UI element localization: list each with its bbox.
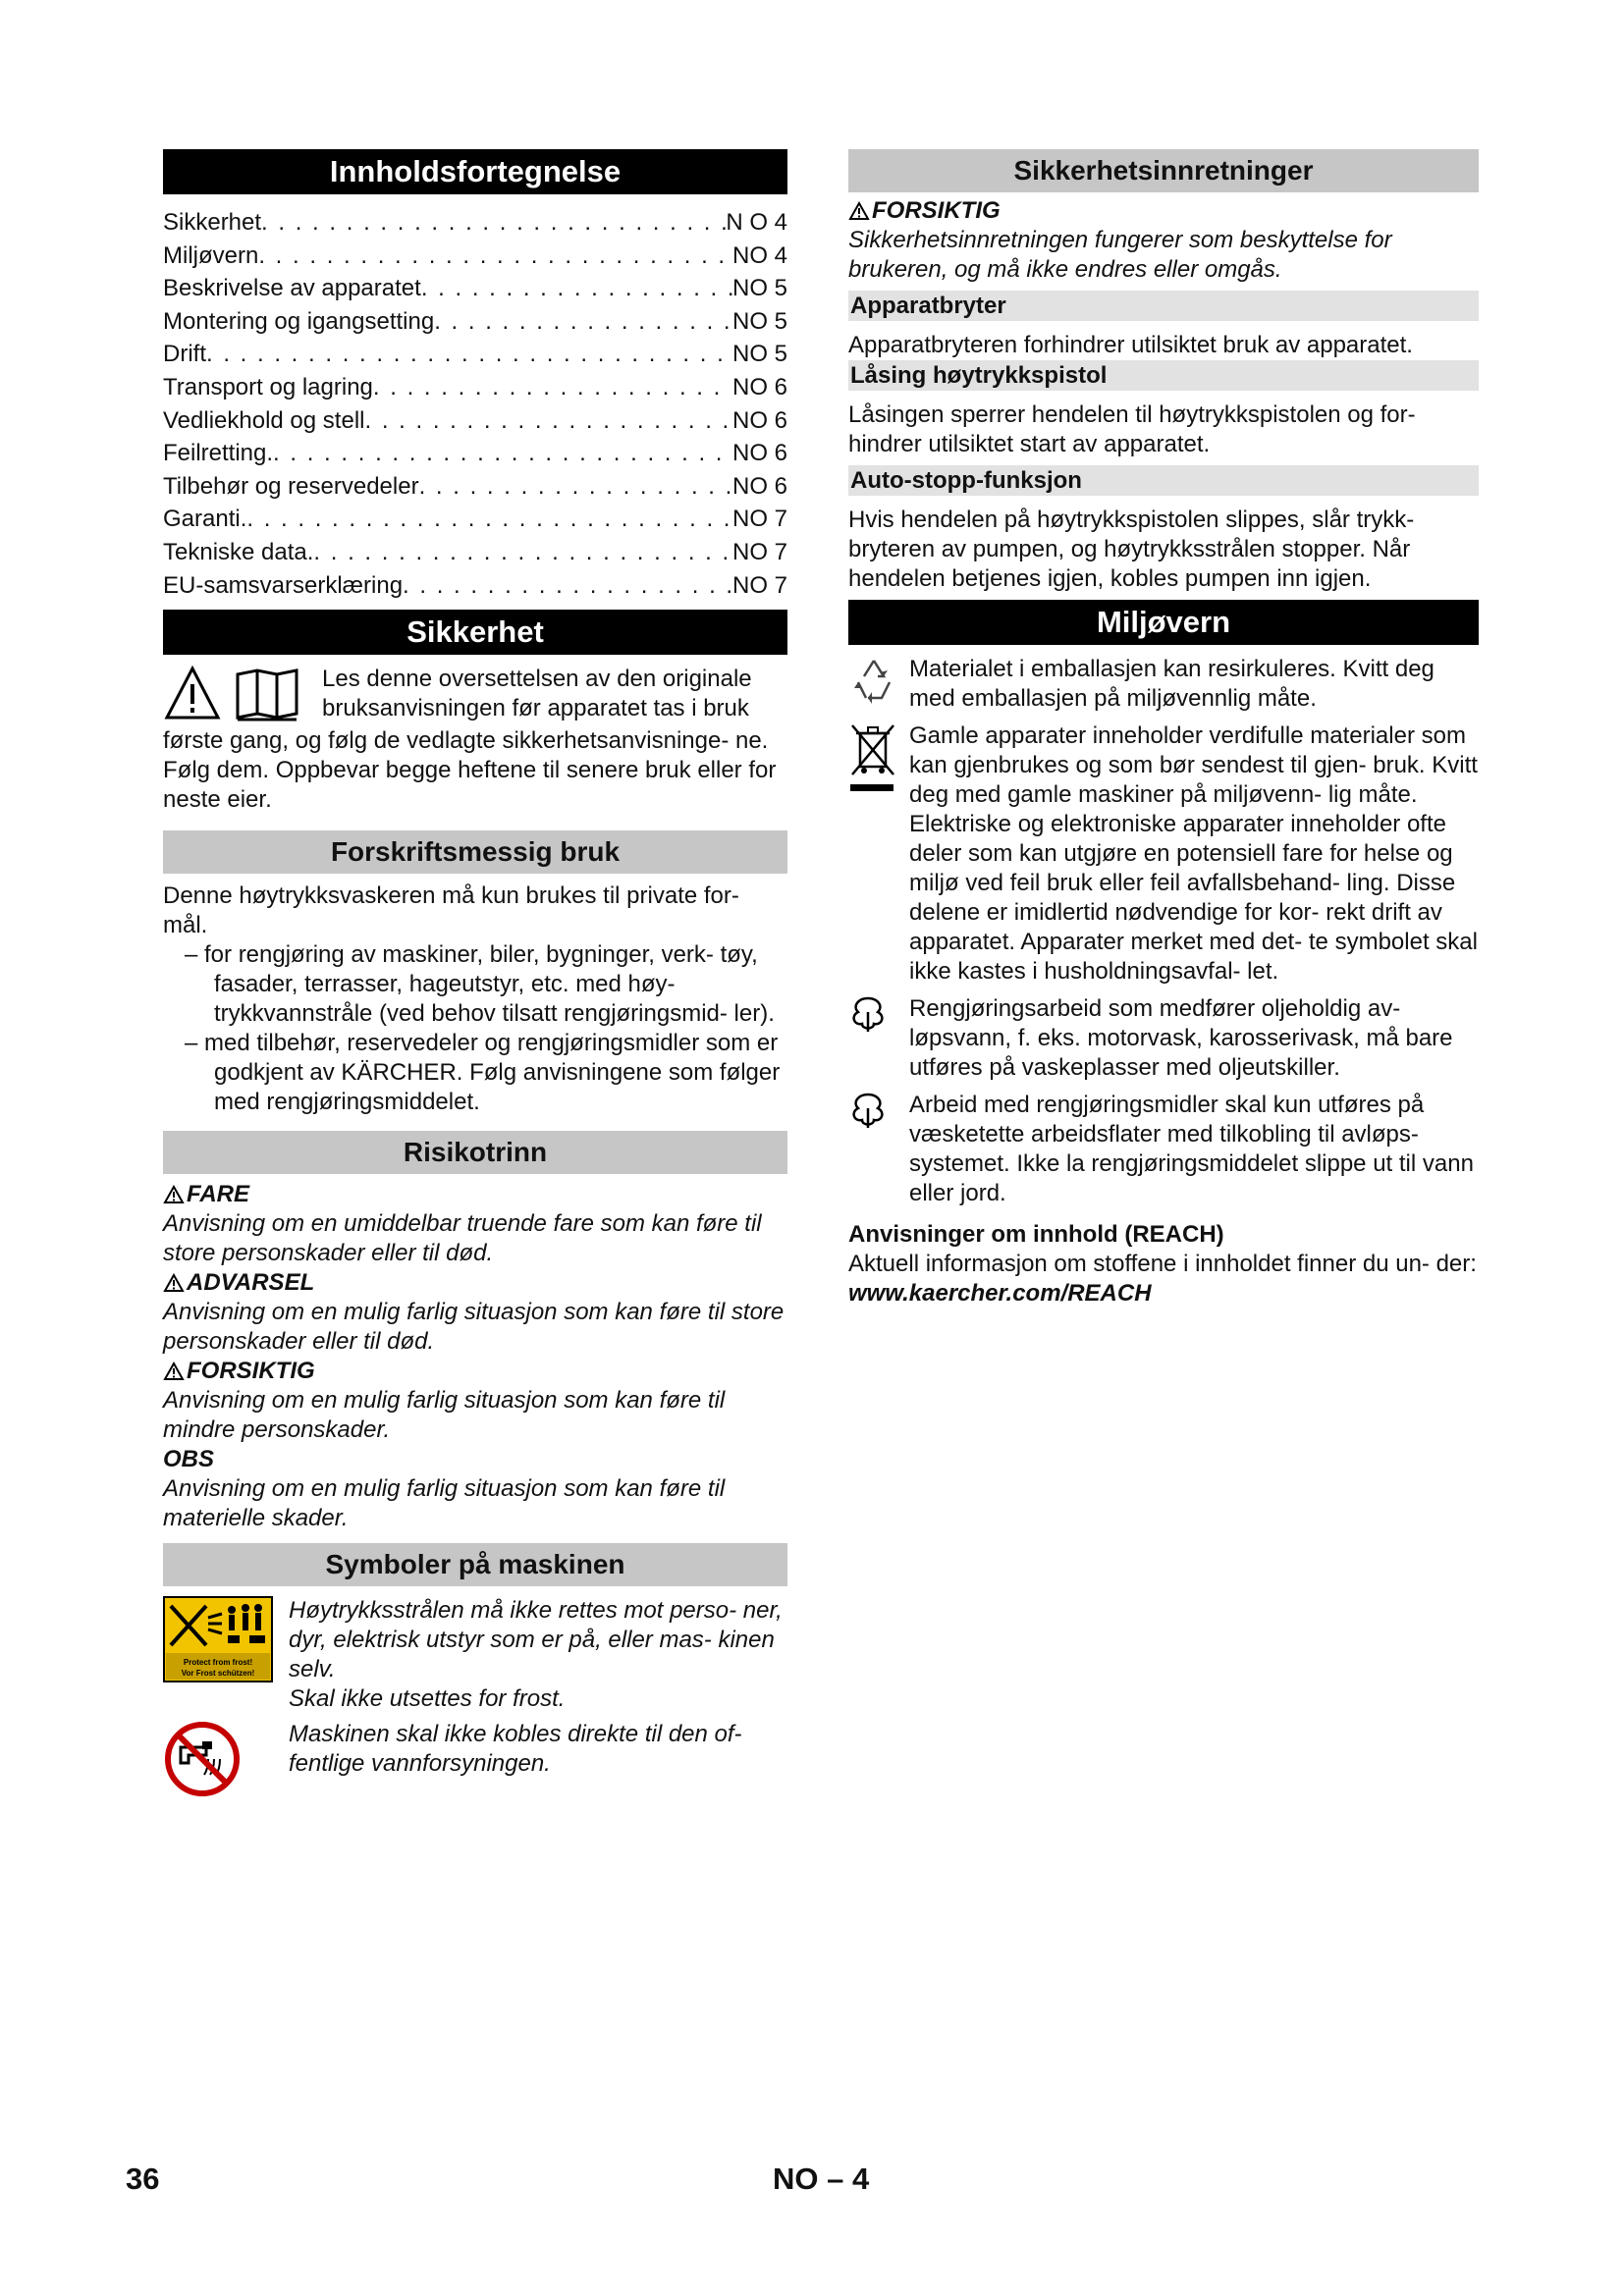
- safety-devices-heading: Sikkerhetsinnretninger: [848, 149, 1479, 192]
- page-number: 36: [126, 2162, 160, 2196]
- toc-item[interactable]: Tilbehør og reservedeler . . . NO 6: [163, 470, 787, 504]
- lock-heading: Låsing høytrykkspistol: [848, 360, 1479, 391]
- right-column: Sikkerhetsinnretninger FORSIKTIG Sikkerhetsinnretningen fungerer som beskyttelse for brukeren, og må ikke endres eller omgås. Apparatbryter Apparatbryteren forhindrer utilsiktet bruk av apparatet. Låsing høytrykkspistol Låsingen sperrer hendelen til høytrykkspistolen og for- hindrer utilsiktet start av apparatet. Auto-stopp-funksjon Hvis hendelen på høytrykkspistolen slippes, slår trykk- bryteren av pumpen, og høytrykksstrålen stopper. Når hendelen betjenes igjen, kobles pumpen inn igjen. Miljøvern Materialet i emballasjen kan resirkuleres. Kvitt deg med emballasjen på miljøvennlig måte. Gamle apparater inneholder verdifulle materialer som kan gjenbrukes og som bør sendest til gjen- bruk. Kvitt deg med gamle maskiner på miljøvenn- lig måte. Elektriske og elektroniske apparater inneholder ofte deler som kan utgjøre en potensiell fare for helse og miljø ved feil bruk eller feil avfallsbehand- ling. Disse delene er imidlertid nødvendige for kor- rekt drift av apparatet. Apparater merket med det- te symbolet skal ikke kastes i husholdningsavfal- let. Rengjøringsarbeid som medfører oljeholdig av- løpsvann, f. eks. motorvask, karosserivask, må bare utføres på vaskeplasser med oljeutskiller. Arbeid med rengjøringsmidler skal kun utføres på væsketette arbeidsflater med tilkobling til avløps- systemet. Ikke la rengjøringsmiddelet slippe ut til vann eller jord. Anvisninger om innhold (REACH) Aktuell informasjon om stoffene i innholdet finner du un- der: www.kaercher.com/REACH: [848, 149, 1479, 1308]
- switch-heading: Apparatbryter: [848, 291, 1479, 321]
- toc-list: [163, 206, 787, 602]
- toc-item[interactable]: Beskrivelse av apparatet . . . NO 5: [163, 272, 787, 305]
- recycle-icon: [848, 655, 899, 706]
- caution-label: FORSIKTIG: [848, 196, 1479, 226]
- environment-leaf-icon: [848, 1091, 888, 1130]
- warning-icon: [848, 201, 870, 221]
- risk-level-label: FARE: [163, 1180, 787, 1209]
- warning-icon: [163, 1362, 185, 1381]
- toc-item[interactable]: Feilretting. . . . NO 6: [163, 437, 787, 470]
- crossed-bin-icon: [848, 721, 899, 798]
- toc-item[interactable]: Drift . . . NO 5: [163, 338, 787, 371]
- toc-item[interactable]: Garanti. . . . NO 7: [163, 503, 787, 536]
- intended-use-body: Denne høytrykksvaskeren må kun brukes til private for- mål. – for rengjøring av maskiner, biler, bygninger, verk- tøy, fasader, terrasser, hageutstyr, etc. med høy- trykkvannstråle (ved behov tilsatt rengjøringsmid- ler). – med tilbehør, reservedeler og rengjøringsmidler som er godkjent av KÄRCHER. Følg anvisningene som følger med rengjøringsmiddelet.: [163, 882, 781, 1116]
- autostop-heading: Auto-stopp-funksjon: [848, 465, 1479, 496]
- toc-item[interactable]: Montering og igangsetting . . . NO 5: [163, 305, 787, 339]
- toc-item[interactable]: Miljøvern . . . NO 4: [163, 240, 787, 273]
- environment-heading: Miljøvern: [848, 600, 1479, 645]
- risk-level-label: OBS: [163, 1446, 215, 1473]
- risk-level-label: FORSIKTIG: [163, 1357, 787, 1386]
- risk-heading: Risikotrinn: [163, 1131, 787, 1174]
- safety-heading: Sikkerhet: [163, 610, 787, 655]
- high-pressure-frost-sign-icon: [163, 1596, 273, 1682]
- reach-link[interactable]: www.kaercher.com/REACH: [848, 1280, 1152, 1307]
- toc-item[interactable]: Transport og lagring . . . NO 6: [163, 371, 787, 404]
- toc-item[interactable]: EU-samsvarserklæring . . . NO 7: [163, 569, 787, 603]
- sign-text: Protect from frost!: [183, 1658, 253, 1668]
- symbols-list: Protect from frost! Vor Frost schützen! Høytrykksstrålen må ikke rettes mot perso- ner, dyr, elektrisk utstyr som er på, eller mas- kinen selv. Skal ikke utsettes for frost. Maskinen skal ikke kobles direkte til den of- fentlige vannforsyningen.: [163, 1596, 787, 1803]
- section-page-number: NO – 4: [773, 2162, 870, 2196]
- toc-item[interactable]: Vedliekhold og stell . . . NO 6: [163, 404, 787, 438]
- risk-level-label: ADVARSEL: [163, 1268, 787, 1298]
- environment-leaf-icon: [848, 994, 888, 1034]
- reach-heading: Anvisninger om innhold (REACH): [848, 1221, 1224, 1248]
- warning-manual-icon: [163, 665, 320, 721]
- toc-item[interactable]: Tekniske data. . . . NO 7: [163, 536, 787, 569]
- sign-text: Vor Frost schützen!: [181, 1669, 255, 1679]
- safety-intro: Les denne oversettelsen av den originale bruksanvisningen før apparatet tas i bruk første gang, og følg de vedlagte sikkerhetsanvisninge- ne. Følg dem. Oppbevar begge heftene til senere bruk eller for neste eier.: [163, 666, 777, 814]
- warning-icon: [163, 1273, 185, 1293]
- toc-item[interactable]: Sikkerhet . . . N O 4: [163, 206, 787, 240]
- risk-levels: FARE Anvisning om en umiddelbar truende fare som kan føre til store personskader eller til død. ADVARSEL Anvisning om en mulig farlig situasjon som kan føre til store personskader eller til død. FORSIKTIG Anvisning om en mulig farlig situasjon som kan føre til mindre personskader. OBS Anvisning om en mulig farlig situasjon som kan føre til materielle skader.: [163, 1180, 787, 1533]
- no-public-water-connection-icon: [163, 1720, 242, 1798]
- left-column: [163, 149, 787, 1803]
- toc-heading: Innholdsfortegnelse: [163, 149, 787, 194]
- warning-icon: [163, 1185, 185, 1204]
- intended-use-heading: Forskriftsmessig bruk: [163, 830, 787, 874]
- symbols-heading: Symboler på maskinen: [163, 1543, 787, 1586]
